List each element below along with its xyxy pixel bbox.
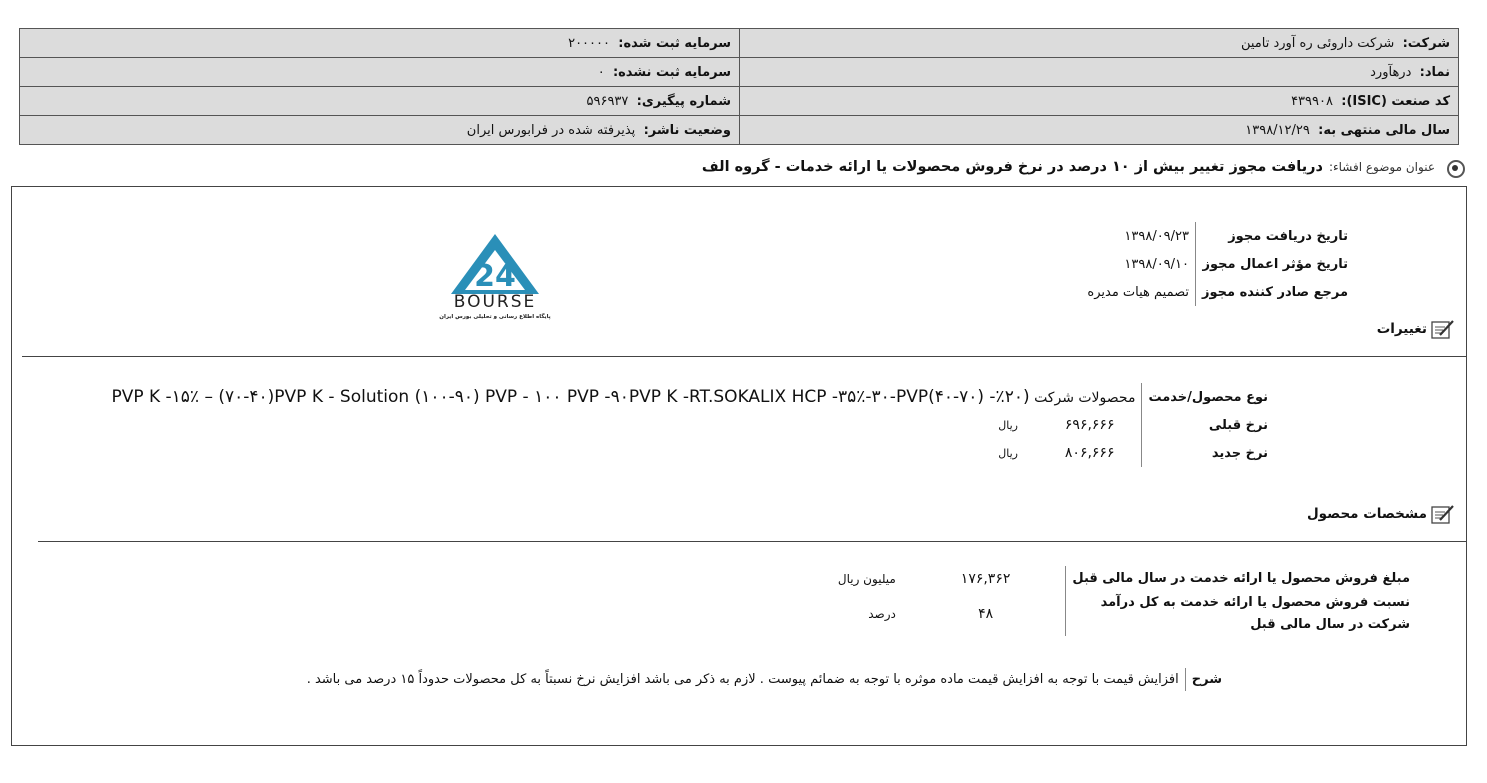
ratio-row <box>832 592 1410 636</box>
subject-value: دریافت مجوز تغییر بیش از ۱۰ درصد در نرخ فروش محصولات یا ارائه خدمات - گروه الف <box>701 159 1323 175</box>
info-row <box>20 58 1459 87</box>
divider <box>22 356 1466 357</box>
tracking-label: شماره پیگیری: <box>636 93 731 109</box>
permit-row <box>1081 250 1348 278</box>
note-edit-icon <box>1431 318 1455 340</box>
permit-row <box>1081 278 1348 306</box>
effective-date-value: ۱۳۹۸/۰۹/۱۰ <box>1124 256 1190 272</box>
company-value: شرکت داروئی ره آورد تامین <box>1240 35 1395 51</box>
tracking-cell <box>20 87 740 116</box>
isic-label: کد صنعت (ISIC): <box>1341 93 1450 109</box>
publisher-status-label: وضعیت ناشر: <box>643 122 731 138</box>
target-icon <box>1441 154 1467 180</box>
product-value <box>105 383 1142 411</box>
symbol-value: درهآورد <box>1370 64 1412 80</box>
fiscal-year-label: سال مالی منتهی به: <box>1318 122 1450 138</box>
unregistered-capital-value: ۰ <box>597 64 605 80</box>
divider <box>38 541 1466 542</box>
section-changes-title: تغییرات <box>1376 321 1427 337</box>
new-rate-value: ۸۰۶,۶۶۶ <box>1064 445 1115 461</box>
info-row <box>20 87 1459 116</box>
product-label: نوع محصول/خدمت <box>1142 383 1268 411</box>
ratio-value: ۴۸ <box>978 606 994 622</box>
registered-capital-cell <box>20 29 740 58</box>
subject-label: عنوان موضوع افشاء: <box>1328 160 1435 174</box>
logo-text: BOURSE <box>453 292 537 312</box>
changes-table <box>105 383 1268 467</box>
publisher-status-cell <box>20 116 740 145</box>
received-date-label: تاریخ دریافت مجوز <box>1196 222 1348 250</box>
info-row <box>20 116 1459 145</box>
description-value: افزایش قیمت با توجه به افزایش قیمت ماده موثره با توجه به ضمائم پیوست . لازم به ذکر می باشد افزایش نرخ نسبتاً به کل محصولات حدوداً ۱۵ درصد می باشد . <box>306 672 1179 687</box>
new-rate-label: نرخ جدید <box>1142 439 1268 467</box>
registered-capital-label: سرمایه ثبت شده: <box>618 35 731 51</box>
sales-value: ۱۷۶,۳۶۲ <box>960 571 1011 587</box>
logo-tagline: پایگاه اطلاع رسانی و تحلیلی بورس ایران <box>439 314 551 320</box>
ratio-label <box>1066 592 1410 636</box>
description-label: شرح <box>1185 668 1222 691</box>
ratio-label-line-1: نسبت فروش محصول یا ارائه خدمت به کل درآمد <box>1100 595 1410 610</box>
bourse24-logo <box>437 220 553 324</box>
description-row <box>301 668 1222 691</box>
publisher-status-value: پذیرفته شده در فرابورس ایران <box>466 122 636 138</box>
permit-row <box>1081 222 1348 250</box>
disclosure-subject <box>702 153 1467 181</box>
fiscal-year-value: ۱۳۹۸/۱۲/۲۹ <box>1245 122 1310 138</box>
old-rate-label: نرخ قبلی <box>1142 411 1268 439</box>
sales-label: مبلغ فروش محصول یا ارائه خدمت در سال مالی قبل <box>1066 566 1410 592</box>
info-row <box>20 29 1459 58</box>
product-value-list: (۲۰٪- (۷۰-۴۰)PVP K -۱۵٪ – (۷۰-۴۰)PVP K - Solution (۱۰۰-۹۰) PVP - ۱۰۰ PVP -۹۰PVP K -RT.SOKALIX HCP -۳۵٪-۳۰-PVP <box>111 387 1030 407</box>
company-label: شرکت: <box>1402 35 1450 51</box>
permit-info <box>1081 222 1348 306</box>
registered-capital-value: ۲۰۰۰۰۰ <box>568 35 610 51</box>
received-date-value: ۱۳۹۸/۰۹/۲۳ <box>1124 228 1190 244</box>
company-cell <box>740 29 1459 58</box>
section-spec-header <box>1307 503 1455 525</box>
issuer-label: مرجع صادر کننده مجوز <box>1196 278 1348 306</box>
note-edit-icon <box>1431 503 1455 525</box>
new-rate-unit: ریال <box>998 446 1018 460</box>
ratio-unit: درصد <box>868 607 896 621</box>
unregistered-capital-cell <box>20 58 740 87</box>
symbol-label: نماد: <box>1419 64 1450 80</box>
old-rate-unit: ریال <box>998 418 1018 432</box>
company-info-table <box>19 28 1459 145</box>
unregistered-capital-label: سرمایه ثبت نشده: <box>612 64 731 80</box>
sales-row <box>832 566 1410 592</box>
isic-cell <box>740 87 1459 116</box>
effective-date-label: تاریخ مؤثر اعمال مجوز <box>1196 250 1348 278</box>
section-changes-header <box>1377 318 1455 340</box>
section-spec-title: مشخصات محصول <box>1306 506 1427 522</box>
symbol-cell <box>740 58 1459 87</box>
old-rate-value: ۶۹۶,۶۶۶ <box>1064 417 1115 433</box>
isic-value: ۴۳۹۹۰۸ <box>1291 93 1333 109</box>
logo-number: 24 <box>474 259 516 294</box>
new-rate-row <box>105 439 1268 467</box>
fiscal-year-cell <box>740 116 1459 145</box>
old-rate-row <box>105 411 1268 439</box>
tracking-value: ۵۹۶۹۳۷ <box>586 93 629 109</box>
sales-unit: میلیون ریال <box>837 572 896 586</box>
product-row <box>105 383 1268 411</box>
product-value-fa: محصولات شرکت <box>1034 390 1136 406</box>
ratio-label-line-2: شرکت در سال مالی قبل <box>1250 617 1410 632</box>
issuer-value: تصمیم هیات مدیره <box>1087 284 1190 300</box>
spec-table <box>831 566 1410 636</box>
